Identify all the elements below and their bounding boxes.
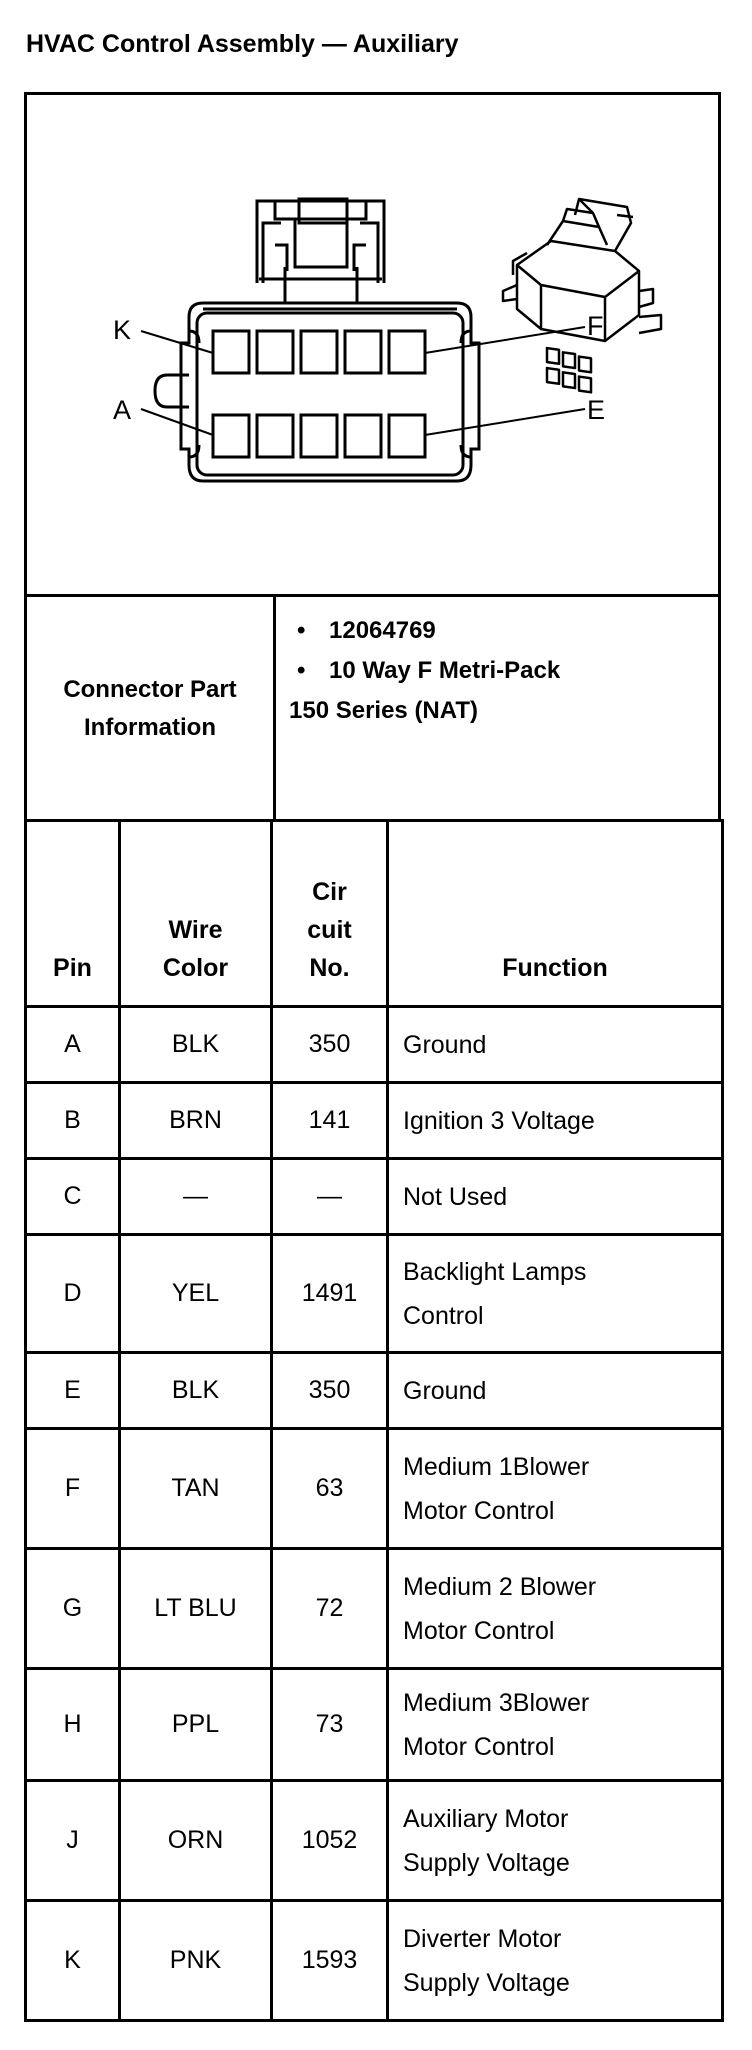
connector-part-details	[289, 611, 709, 731]
pinout-table	[24, 819, 724, 2022]
table-row: B BRN 141 Ignition 3 Voltage	[26, 1083, 723, 1159]
pin-label-f: F	[587, 311, 604, 341]
header-circuit-no: Cir cuit No.	[272, 821, 388, 1007]
page-title: HVAC Control Assembly — Auxiliary	[26, 30, 459, 58]
table-row: F TAN 63 Medium 1Blower Motor Control	[26, 1429, 723, 1549]
pin-label-e: E	[587, 395, 606, 425]
table-header-row	[26, 821, 723, 1007]
pin-label-a: A	[113, 395, 132, 425]
connector-diagram	[24, 92, 721, 595]
connector-description-line1: • 10 Way F Metri-Pack	[289, 651, 709, 691]
header-function: Function	[388, 821, 723, 1007]
table-row: C — — Not Used	[26, 1159, 723, 1235]
table-row: H PPL 73 Medium 3Blower Motor Control	[26, 1669, 723, 1781]
connector-part-info	[24, 594, 721, 820]
table-row: E BLK 350 Ground	[26, 1353, 723, 1429]
connector-part-label: Connector Part Information	[27, 597, 276, 820]
connector-sheet	[24, 92, 721, 2026]
part-number: • 12064769	[289, 611, 709, 651]
header-pin: Pin	[26, 821, 120, 1007]
table-row: A BLK 350 Ground	[26, 1007, 723, 1083]
table-row: G LT BLU 72 Medium 2 Blower Motor Control	[26, 1549, 723, 1669]
table-row: K PNK 1593 Diverter Motor Supply Voltage	[26, 1901, 723, 2021]
connector-description-line2: 150 Series (NAT)	[289, 697, 478, 724]
pin-label-k: K	[113, 315, 132, 345]
table-row: J ORN 1052 Auxiliary Motor Supply Voltage	[26, 1781, 723, 1901]
table-row: D YEL 1491 Backlight Lamps Control	[26, 1235, 723, 1353]
header-wire-color: Wire Color	[120, 821, 272, 1007]
connector-face-drawing	[27, 95, 724, 598]
